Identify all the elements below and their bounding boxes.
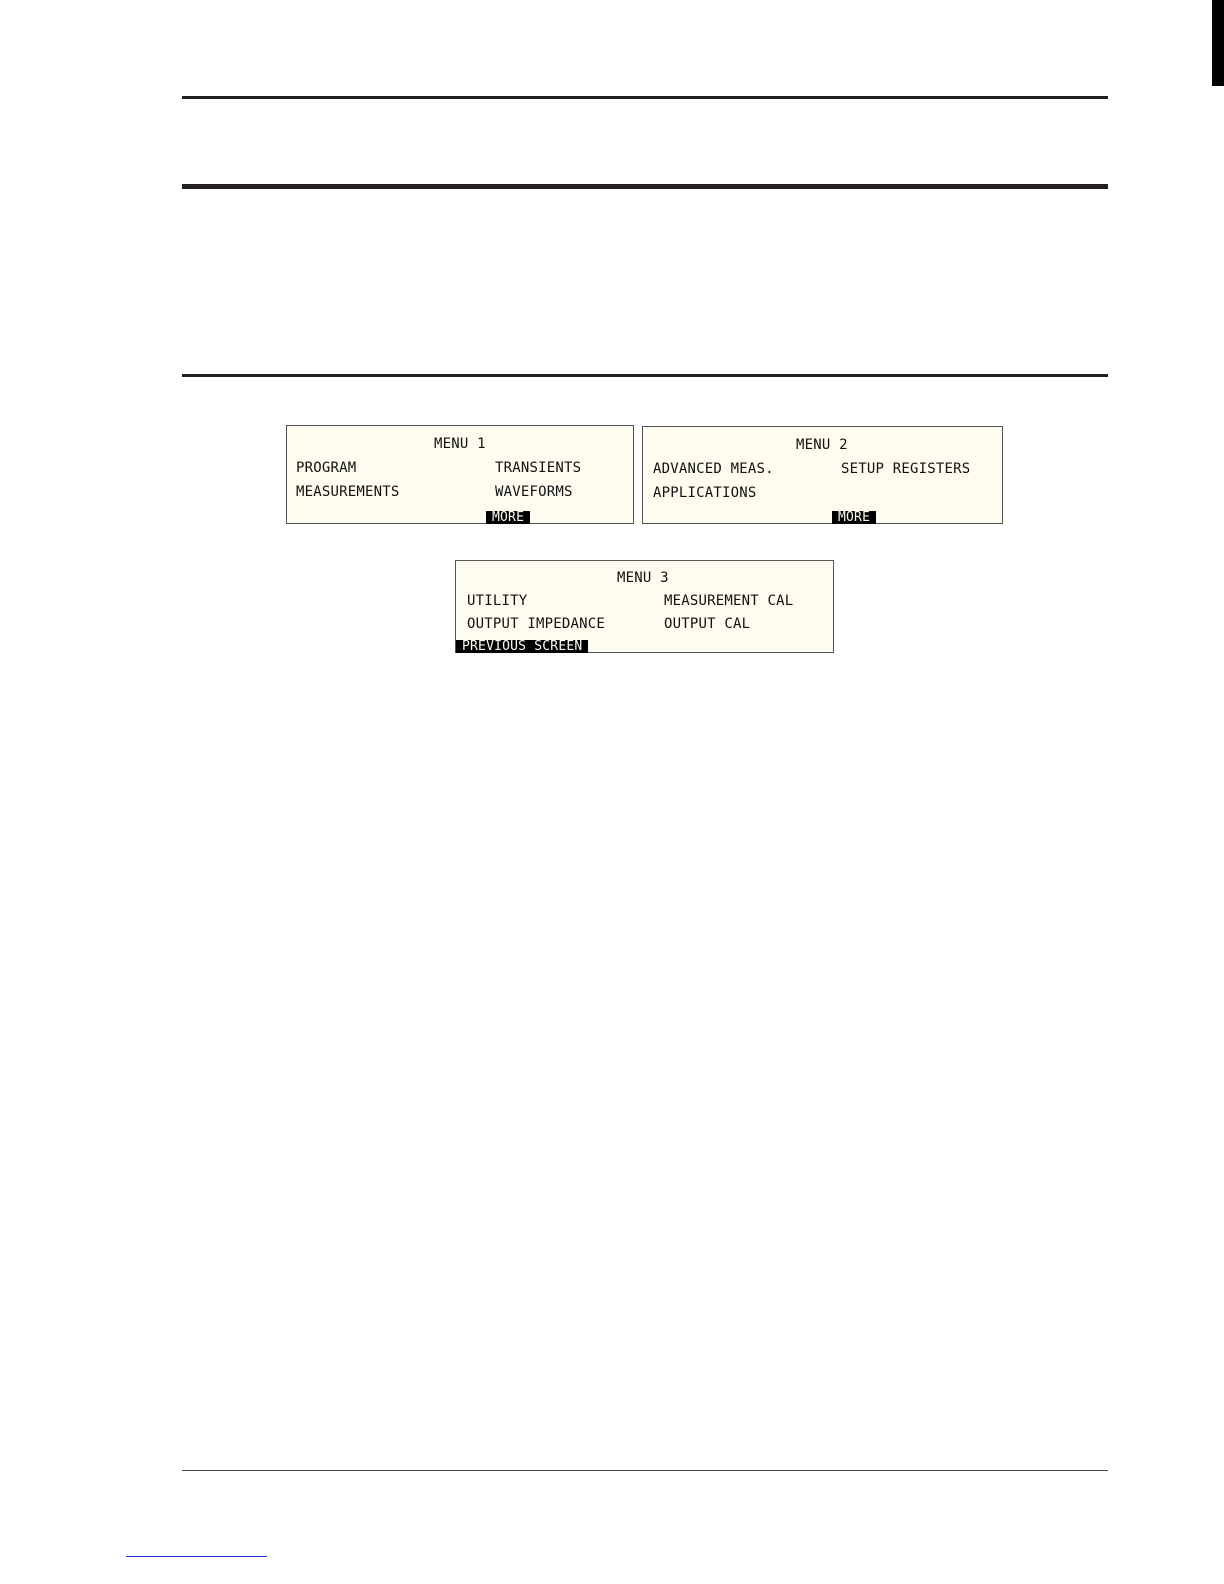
menu-item-advanced-meas[interactable]: ADVANCED MEAS. (653, 461, 774, 477)
menu-item-applications[interactable]: APPLICATIONS (653, 485, 757, 501)
menu-item-setup-registers[interactable]: SETUP REGISTERS (841, 461, 971, 477)
menu-title: MENU 2 (796, 437, 848, 453)
menu-title: MENU 1 (434, 436, 486, 452)
previous-screen-button[interactable]: PREVIOUS SCREEN (456, 640, 588, 653)
section-rule (182, 374, 1108, 377)
more-button[interactable]: MORE (486, 511, 530, 524)
menu-item-output-impedance[interactable]: OUTPUT IMPEDANCE (467, 616, 606, 632)
more-button[interactable]: MORE (832, 511, 876, 524)
menu-item-transients[interactable]: TRANSIENTS (495, 460, 582, 476)
menu-item-utility[interactable]: UTILITY (467, 593, 528, 609)
footer-rule (182, 1470, 1108, 1471)
chapter-tab-marker (1212, 0, 1224, 86)
lcd-menu-1 (286, 425, 634, 524)
menu-item-measurements[interactable]: MEASUREMENTS (296, 484, 400, 500)
menu-item-output-cal[interactable]: OUTPUT CAL (664, 616, 751, 632)
menu-item-measurement-cal[interactable]: MEASUREMENT CAL (664, 593, 794, 609)
chapter-title-rule (182, 184, 1108, 189)
lcd-menu-2 (642, 426, 1003, 524)
menu-title: MENU 3 (617, 570, 669, 586)
lcd-menu-3 (455, 560, 834, 653)
footer-link-underline[interactable] (126, 1556, 267, 1557)
menu-item-waveforms[interactable]: WAVEFORMS (495, 484, 573, 500)
menu-item-program[interactable]: PROGRAM (296, 460, 357, 476)
header-rule (182, 96, 1108, 99)
